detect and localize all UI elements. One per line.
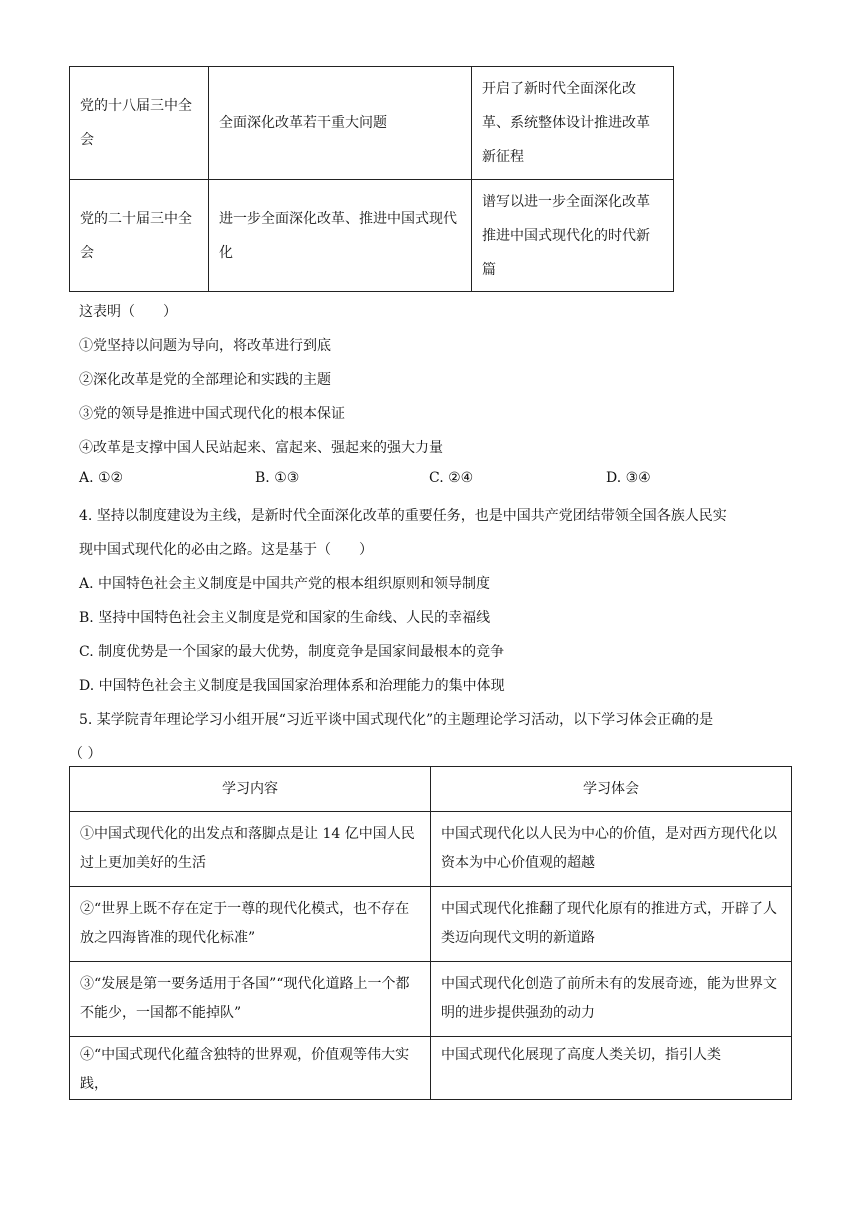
content-cell: ②“世界上既不存在定于一尊的现代化模式，也不存在放之四海皆准的现代化标准” [70, 887, 431, 962]
meeting-cell: 党的二十届三中全会 [70, 180, 209, 292]
q3-item-4: ④改革是支撑中国人民站起来、富起来、强起来的强大力量 [79, 440, 443, 456]
insight-cell: 中国式现代化创造了前所未有的发展奇迹，能为世界文明的进步提供强劲的动力 [431, 962, 792, 1037]
q4-option-c[interactable]: C. 制度优势是一个国家的最大优势，制度竞争是国家间最根本的竞争 [79, 644, 505, 660]
q4-stem-line1: 4. 坚持以制度建设为主线，是新时代全面深化改革的重要任务，也是中国共产党团结带领全国各族人民实 [79, 508, 727, 524]
q3-option-d[interactable]: D. ③④ [606, 470, 651, 486]
q3-option-a[interactable]: A. ①② [79, 470, 124, 486]
table-row [70, 812, 792, 887]
q3-options [79, 470, 779, 490]
table-row [70, 962, 792, 1037]
content-cell: ①中国式现代化的出发点和落脚点是让 14 亿中国人民过上更加美好的生活 [70, 812, 431, 887]
q3-stem: 这表明（ ） [79, 304, 177, 320]
q4-option-a[interactable]: A. 中国特色社会主义制度是中国共产党的根本组织原则和领导制度 [79, 576, 491, 592]
content-cell: ③“发展是第一要务适用于各国”“现代化道路上一个都不能少，一国都不能掉队” [70, 962, 431, 1037]
plenary-session-table [69, 66, 674, 292]
q4-option-d[interactable]: D. 中国特色社会主义制度是我国国家治理体系和治理能力的集中体现 [79, 678, 505, 694]
q4-stem-line2: 现中国式现代化的必由之路。这是基于（ ） [79, 542, 373, 558]
q3-item-1: ①党坚持以问题为导向，将改革进行到底 [79, 338, 331, 354]
q5-stem-line2: （ ） [69, 746, 102, 762]
content-cell: ④“中国式现代化蕴含独特的世界观，价值观等伟大实践， [70, 1037, 431, 1100]
insight-cell: 中国式现代化展现了高度人类关切，指引人类 [431, 1037, 792, 1100]
table-row [70, 180, 674, 292]
insight-cell: 中国式现代化以人民为中心的价值，是对西方现代化以资本为中心价值观的超越 [431, 812, 792, 887]
q3-item-2: ②深化改革是党的全部理论和实践的主题 [79, 372, 331, 388]
q5-stem-line1: 5. 某学院青年理论学习小组开展“习近平谈中国式现代化”的主题理论学习活动，以下学习体会正确的是 [79, 712, 714, 728]
insight-cell: 中国式现代化推翻了现代化原有的推进方式，开辟了人类迈向现代文明的新道路 [431, 887, 792, 962]
table-header-row [70, 767, 792, 812]
q3-option-b[interactable]: B. ①③ [255, 470, 300, 486]
q3-option-c[interactable]: C. ②④ [429, 470, 474, 486]
header-insight: 学习体会 [431, 767, 792, 812]
meeting-cell: 党的十八届三中全会 [70, 67, 209, 180]
significance-cell: 谱写以进一步全面深化改革推进中国式现代化的时代新篇 [472, 180, 674, 292]
significance-cell: 开启了新时代全面深化改革、系统整体设计推进改革新征程 [472, 67, 674, 180]
theme-cell: 进一步全面深化改革、推进中国式现代化 [209, 180, 472, 292]
table-row [70, 887, 792, 962]
table-row [70, 67, 674, 180]
q4-option-b[interactable]: B. 坚持中国特色社会主义制度是党和国家的生命线、人民的幸福线 [79, 610, 491, 626]
study-table [69, 766, 792, 1100]
table-row [70, 1037, 792, 1100]
q3-item-3: ③党的领导是推进中国式现代化的根本保证 [79, 406, 345, 422]
header-content: 学习内容 [70, 767, 431, 812]
theme-cell: 全面深化改革若干重大问题 [209, 67, 472, 180]
